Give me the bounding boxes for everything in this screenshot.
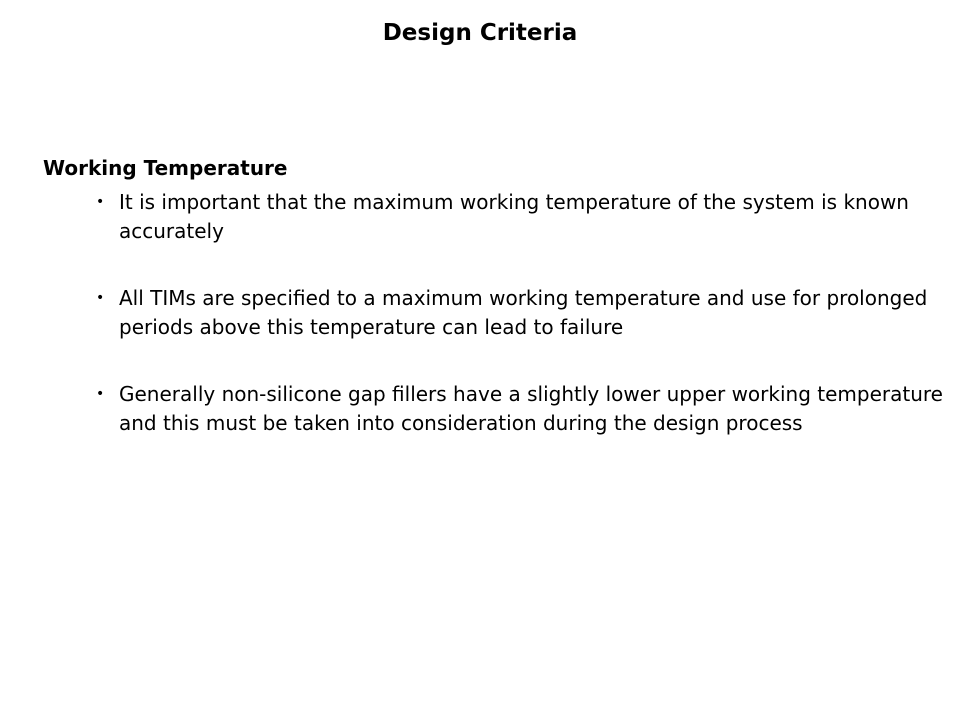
bullet-icon: •: [96, 194, 105, 210]
bullet-item: [96, 284, 946, 342]
bullet-item: [96, 188, 946, 246]
bullet-text: All TIMs are specified to a maximum working temperature and use for prolonged periods above this temperature can lead to failure: [119, 286, 928, 339]
bullet-icon: •: [96, 386, 105, 402]
bullet-text: It is important that the maximum working temperature of the system is known accurately: [119, 190, 909, 243]
bullet-item: [96, 380, 946, 438]
slide-title: Design Criteria: [382, 20, 578, 46]
bullet-icon: •: [96, 290, 105, 306]
bullet-text: Generally non-silicone gap fillers have a slightly lower upper working temperature and this must be taken into consideration during the design process: [119, 382, 943, 435]
bullet-list: [96, 188, 946, 438]
section-heading: Working Temperature: [43, 156, 288, 180]
